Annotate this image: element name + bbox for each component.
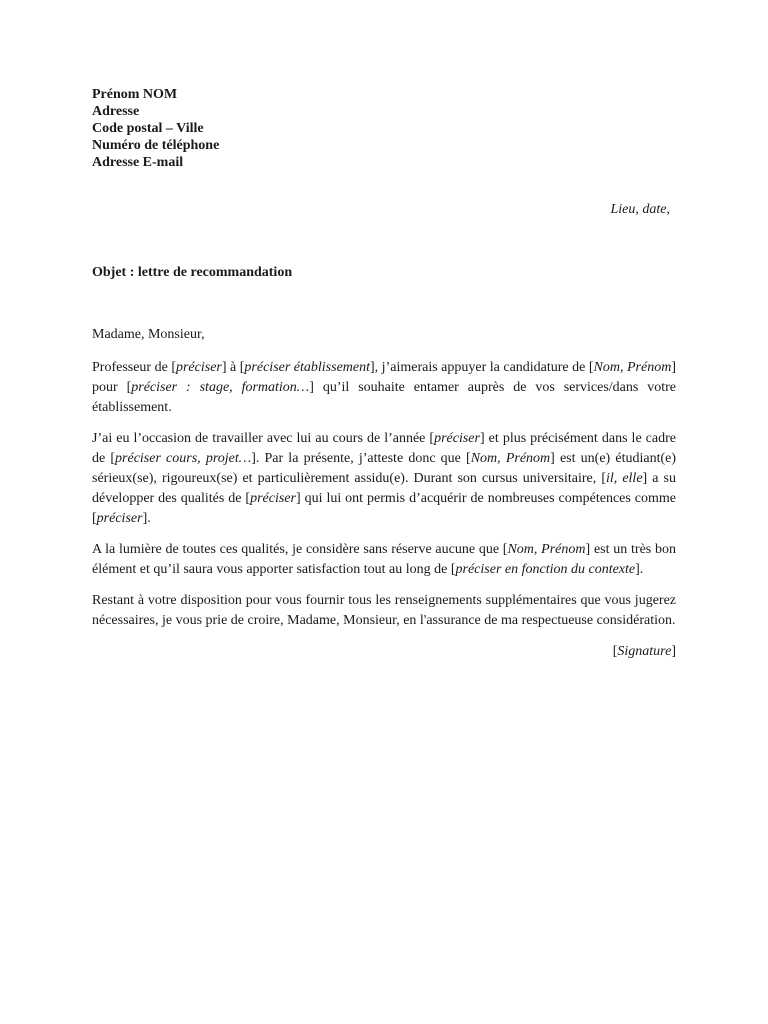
text: A la lumière de toutes ces qualités, je considère sans réserve aucune que [ — [92, 542, 508, 557]
placeholder: préciser — [434, 431, 480, 446]
text: ]. — [635, 562, 644, 577]
placeholder: Nom, Prénom — [593, 360, 672, 375]
sender-phone: Numéro de téléphone — [92, 138, 220, 153]
placeholder: préciser : stage, formation… — [131, 380, 310, 395]
placeholder: préciser — [175, 360, 222, 375]
text: ] est un très bon élément et qu’il saura vous apporter satisfaction tout au long de [ — [92, 542, 676, 577]
sender-postal-city: Code postal – Ville — [92, 121, 204, 136]
sender-email: Adresse E-mail — [92, 155, 184, 170]
placeholder: il, elle — [605, 471, 643, 486]
sender-name: Prénom NOM — [92, 87, 178, 102]
placeholder: préciser en fonction du contexte — [455, 562, 636, 577]
text: ] qui lui ont permis d’acquérir de nombreuses compétences comme [ — [92, 491, 676, 526]
place-date: Lieu, date, — [610, 202, 670, 217]
text: Professeur de [ — [92, 360, 176, 375]
placeholder: préciser cours, projet… — [115, 451, 252, 466]
paragraph-4: Restant à votre disposition pour vous fournir tous les renseignements supplémentaires que vous jugerez nécessaires, je vous prie de croire, Madame, Monsieur, en l'assurance de ma respectueuse considération. — [92, 593, 676, 628]
text: ] et plus précisément dans le cadre de [ — [92, 431, 676, 466]
text: ] a su développer des qualités de [ — [92, 471, 676, 506]
text: ]. — [142, 511, 151, 526]
text: ] à [ — [221, 360, 245, 375]
letter-subject: Objet : lettre de recommandation — [92, 265, 293, 280]
placeholder: Nom, Prénom — [470, 451, 551, 466]
placeholder: préciser établissement — [244, 360, 371, 375]
text: ], j’aimerais appuyer la candidature de [ — [370, 360, 594, 375]
text: J’ai eu l’occasion de travailler avec lui au cours de l’année [ — [92, 431, 435, 446]
placeholder: préciser — [96, 511, 143, 526]
paragraph-3 — [92, 540, 676, 580]
signature-placeholder — [92, 642, 676, 662]
sender-address: Adresse — [92, 104, 140, 119]
letter-body — [92, 358, 676, 673]
text: ]. Par la présente, j’atteste donc que [ — [251, 451, 471, 466]
paragraph-2 — [92, 429, 676, 529]
text: ] qu’il souhaite entamer auprès de vos services/dans votre établissement. — [92, 380, 677, 415]
text: ] pour [ — [92, 360, 676, 395]
paragraph-1 — [92, 358, 676, 418]
sender-block — [92, 86, 219, 171]
placeholder: préciser — [250, 491, 296, 506]
placeholder: Nom, Prénom — [507, 542, 586, 557]
salutation: Madame, Monsieur, — [92, 327, 205, 342]
signature-label: Signature — [617, 644, 672, 659]
text: [ — [612, 644, 618, 659]
text: ] est un(e) étudiant(e) sérieux(se), rigoureux(se) et particulièrement assidu(e). Durant son cursus universitaire, [ — [92, 451, 676, 486]
text: ] — [671, 644, 676, 659]
